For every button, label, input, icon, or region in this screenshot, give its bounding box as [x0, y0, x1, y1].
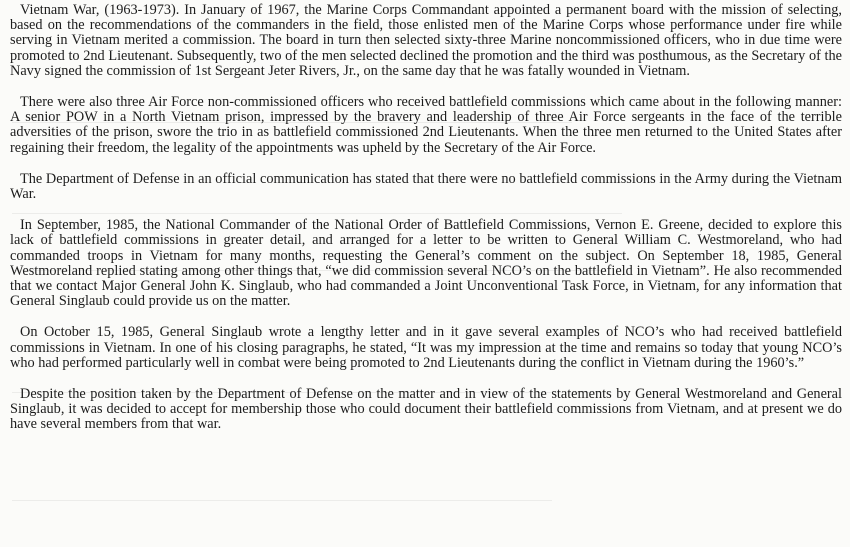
paragraph-westmoreland: In September, 1985, the National Commander of the National Order of Battlefield Commissions, Vernon E. Greene, decided to explore this lack of battlefield commissions in greater detail, and arranged for a letter to be written to General William C. Westmoreland, who had commanded troops in Vietnam for many months, requesting the General’s comment on the subject. On September 18, 1985, General Westmoreland replied stating among other things that, “we did commission several NCO’s on the battlefield in Vietnam”. He also recommended that we contact Major General John K. Singlaub, who had commanded a Joint Unconventional Task Force, in Vietnam, for any information that General Singlaub could provide us on the matter. [10, 217, 842, 310]
paragraph-singlaub: On October 15, 1985, General Singlaub wrote a lengthy letter and in it gave several examples of NCO’s who had received battlefield commissions in Vietnam. In one of his closing paragraphs, he stated, “It was my impression at the time and remains so today that young NCO’s who had performed particularly well in combat were being promoted to 2nd Lieutenants during the conflict in Vietnam during the 1960’s.” [10, 324, 842, 371]
paragraph-vietnam-war: Vietnam War, (1963-1973). In January of 1967, the Marine Corps Commandant appointed a permanent board with the mission of selecting, based on the recommendations of the commanders in the field, those enlisted men of the Marine Corps whose performance under fire while serving in Vietnam merited a commission. The board in turn then selected sixty-three Marine noncommissioned officers, who in due time were promoted to 2nd Lieutenant. Subsequently, two of the men selected declined the promotion and the third was posthumous, as the Secretary of the Navy signed the commission of 1st Sergeant Jeter Rivers, Jr., on the same day that he was fatally wounded in Vietnam. [10, 2, 842, 79]
paragraph-department-of-defense: The Department of Defense in an official communication has stated that there were no battlefield commissions in the Army during the Vietnam War. [10, 170, 842, 203]
paragraph-air-force: There were also three Air Force non-commissioned officers who received battlefield commissions which came about in the following manner: A senior POW in a North Vietnam prison, impressed by the bravery and leadership of three Air Force sergeants in the face of the terrible adversities of the prison, swore the trio in as battlefield commissioned 2nd Lieutenants. When the three men returned to the United States after regaining their freedom, the legality of the appointments was upheld by the Secretary of the Air Force. [10, 94, 842, 156]
document-body [10, 3, 842, 433]
paragraph-membership: Despite the position taken by the Department of Defense on the matter and in view of the statements by General Westmoreland and General Singlaub, it was decided to accept for membership those who could document their battlefield commissions from Vietnam, and at present we do have several members from that war. [10, 386, 842, 433]
bleed-through-line [12, 500, 552, 501]
